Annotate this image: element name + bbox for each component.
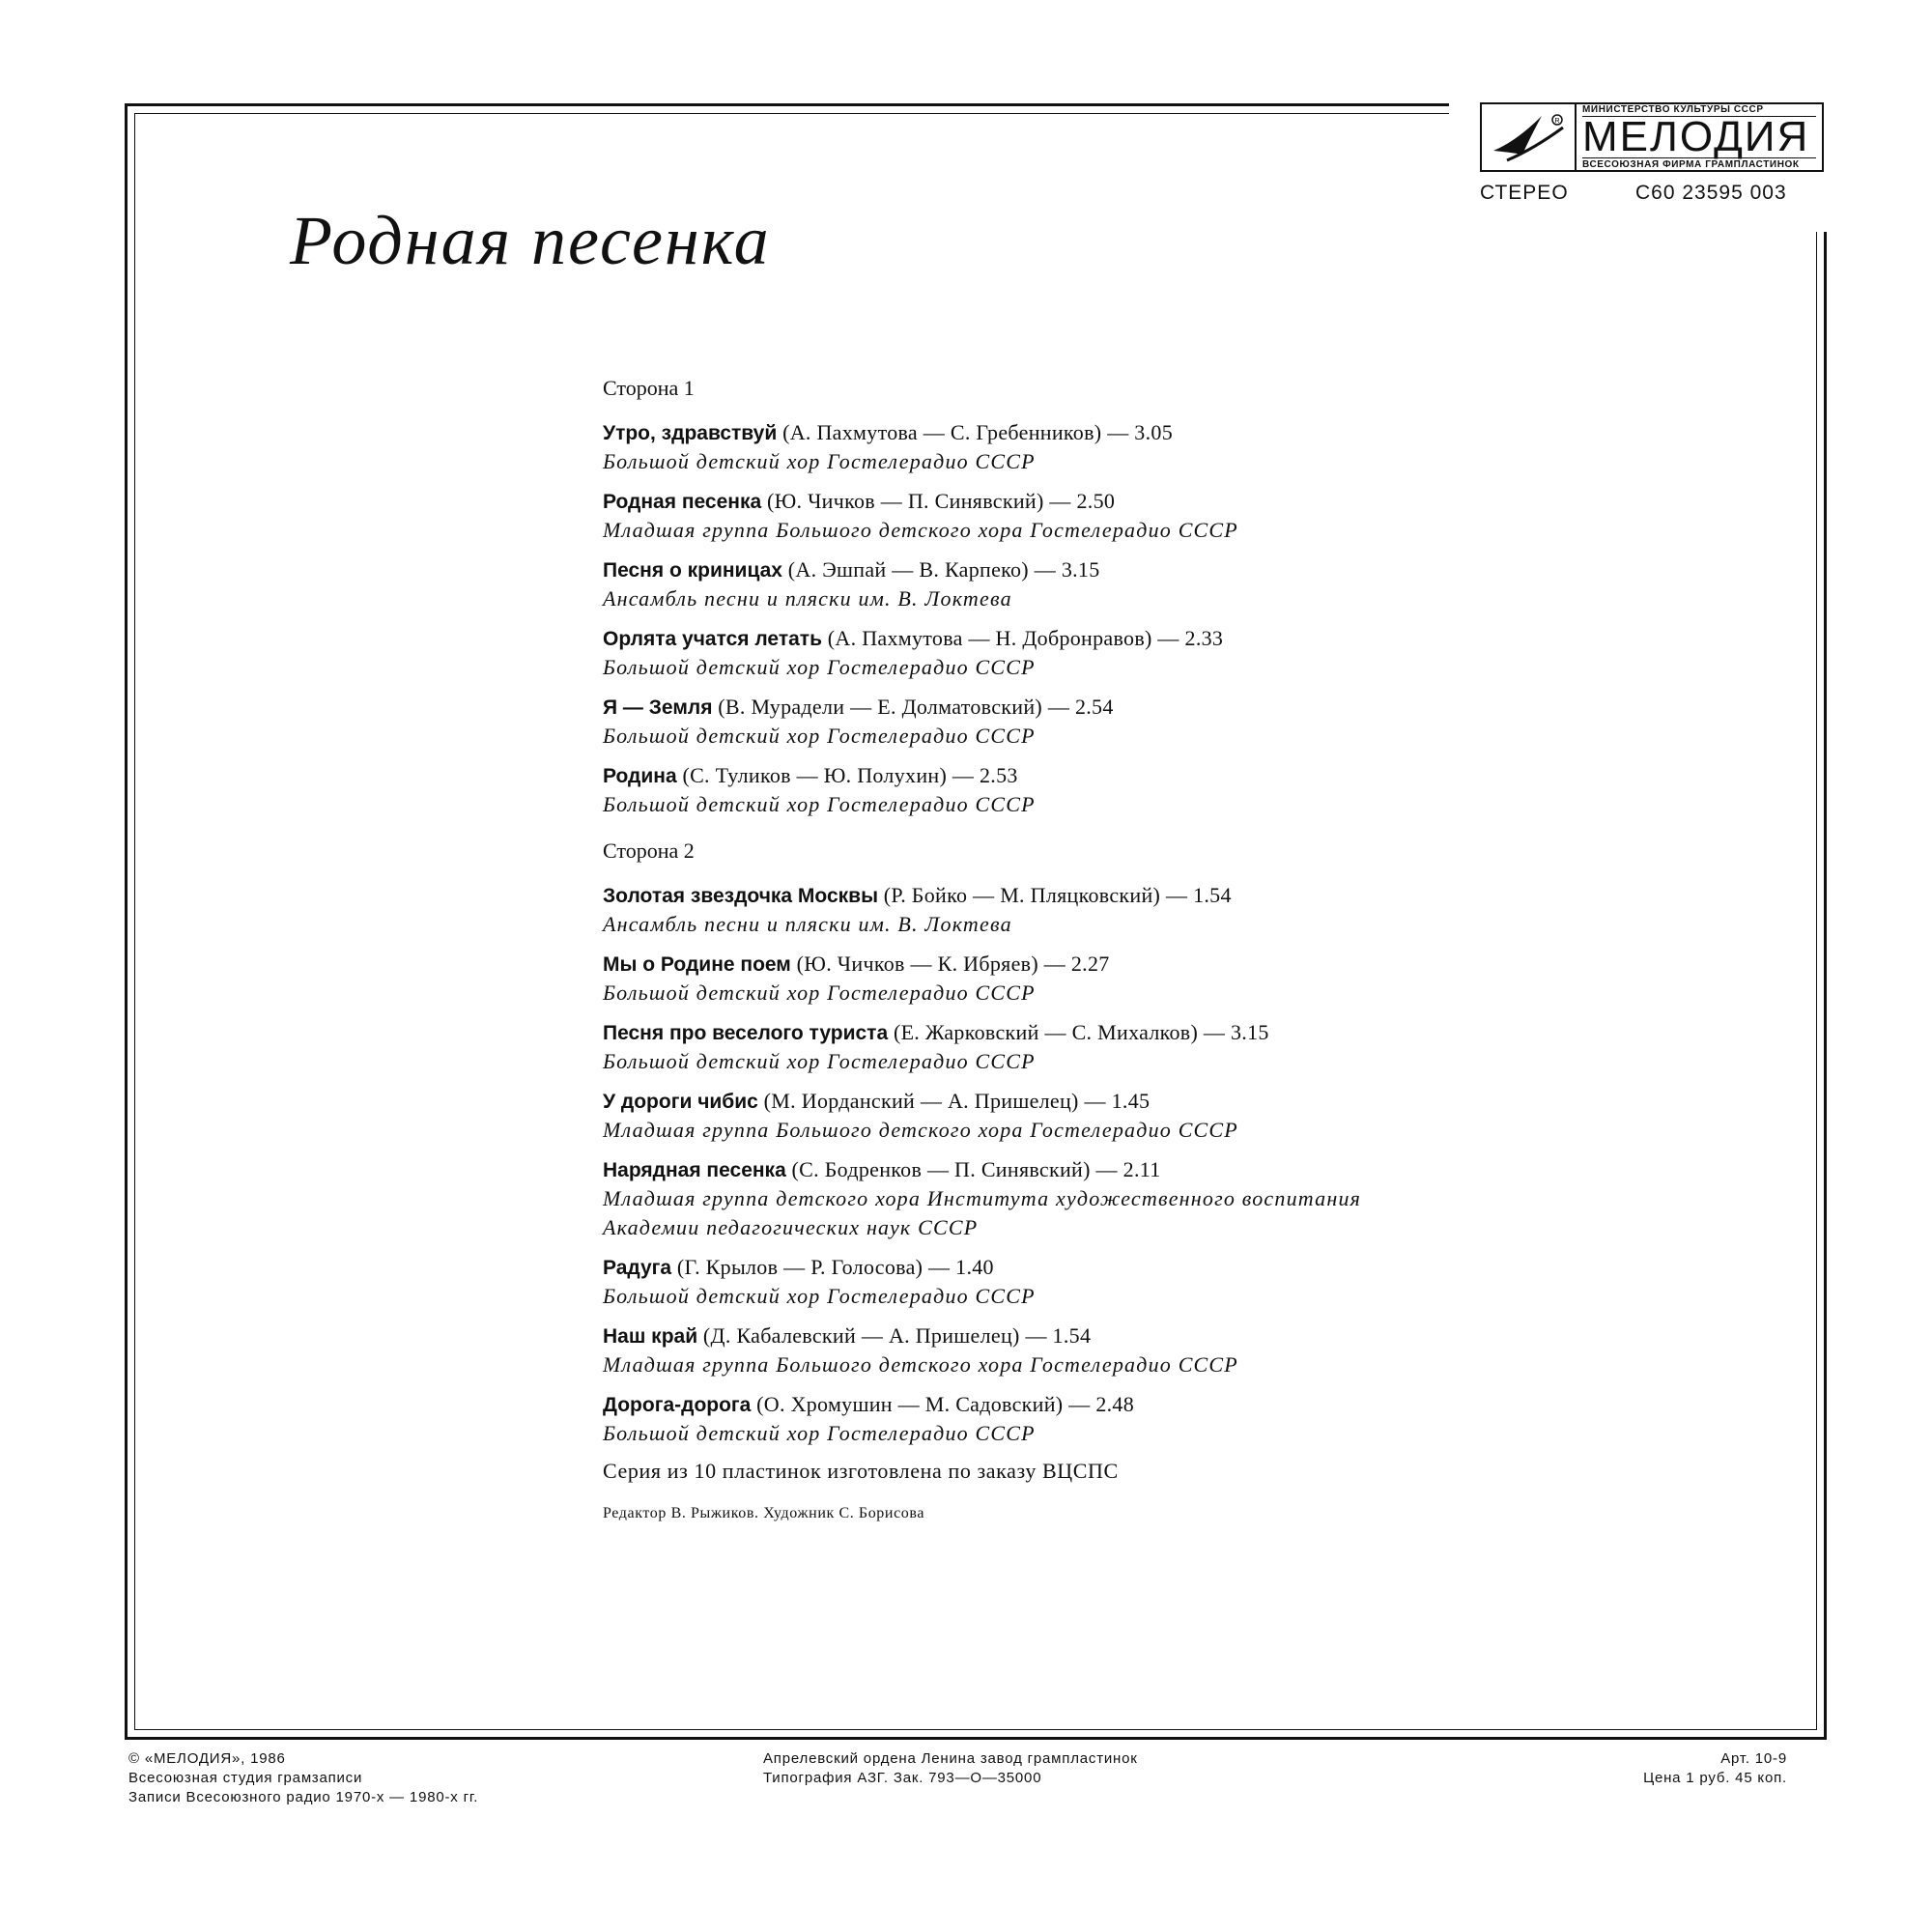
track-credits: (С. Туликов — Ю. Полухин) — 2.53 — [676, 763, 1018, 787]
recordings-line: Записи Всесоюзного радио 1970-х — 1980-х гг. — [128, 1789, 479, 1805]
track-title: Золотая звездочка Москвы — [603, 885, 878, 907]
price-line: Цена 1 руб. 45 коп. — [1643, 1770, 1787, 1786]
track-performer: Большой детский хор Гостелерадио СССР — [603, 980, 1036, 1005]
track-credits: (Д. Кабалевский — А. Пришелец) — 1.54 — [697, 1323, 1092, 1348]
factory-line: Апрелевский ордена Ленина завод грампластинок — [763, 1750, 1138, 1767]
track-item — [603, 1321, 1743, 1379]
track-performer: Большой детский хор Гостелерадио СССР — [603, 1284, 1036, 1308]
track-title: У дороги чибис — [603, 1091, 758, 1113]
track-credits: (Ю. Чичков — К. Ибряев) — 2.27 — [790, 952, 1110, 976]
track-credits: (Е. Жарковский — С. Михалков) — 3.15 — [888, 1020, 1269, 1044]
track-item — [603, 555, 1743, 613]
track-performer: Большой детский хор Гостелерадио СССР — [603, 449, 1036, 473]
logo-ministry-text: МИНИСТЕРСТВО КУЛЬТУРЫ СССР — [1582, 104, 1764, 115]
track-performer: Большой детский хор Гостелерадио СССР — [603, 1421, 1036, 1445]
track-performer: Ансамбль песни и пляски им. В. Локтева — [603, 586, 1012, 611]
track-credits: (М. Иорданский — А. Пришелец) — 1.45 — [757, 1089, 1151, 1113]
logo-brand-name: МЕЛОДИЯ — [1582, 116, 1816, 158]
track-credits: (Ю. Чичков — П. Синявский) — 2.50 — [761, 489, 1116, 513]
track-credits: (Г. Крылов — Р. Голосова) — 1.40 — [671, 1255, 994, 1279]
track-item — [603, 1390, 1743, 1448]
track-performer-continued: Академии педагогических наук СССР — [603, 1215, 979, 1239]
studio-line: Всесоюзная студия грамзаписи — [128, 1770, 363, 1786]
track-performer: Младшая группа Большого детского хора Гостелерадио СССР — [603, 1352, 1238, 1377]
track-performer: Младшая группа Большого детского хора Гостелерадио СССР — [603, 1118, 1238, 1142]
album-title: Родная песенка — [290, 202, 771, 279]
catalog-number: С60 23595 003 — [1635, 182, 1787, 204]
track-credits: (А. Эшпай — В. Карпеко) — 3.15 — [781, 557, 1100, 582]
editor-credits: Редактор В. Рыжиков. Художник С. Борисова — [603, 1505, 925, 1521]
track-title: Утро, здравствуй — [603, 422, 778, 444]
copyright-line: © «МЕЛОДИЯ», 1986 — [128, 1750, 286, 1767]
track-item — [603, 881, 1743, 939]
track-credits: (Р. Бойко — М. Пляцковский) — 1.54 — [878, 883, 1232, 907]
track-item — [603, 1087, 1743, 1145]
track-credits: (С. Бодренков — П. Синявский) — 2.11 — [785, 1157, 1161, 1181]
track-title: Я — Земля — [603, 696, 713, 719]
melodiya-logo — [1480, 102, 1824, 172]
track-performer: Большой детский хор Гостелерадио СССР — [603, 792, 1036, 816]
track-title: Наш край — [603, 1325, 698, 1348]
track-title: Песня о криницах — [603, 559, 782, 582]
footer-price — [1594, 1749, 1787, 1788]
footer-manufacturer — [763, 1749, 1138, 1788]
track-item — [603, 950, 1743, 1008]
track-performer: Большой детский хор Гостелерадио СССР — [603, 724, 1036, 748]
track-performer: Большой детский хор Гостелерадио СССР — [603, 1049, 1036, 1073]
track-credits: (В. Мурадели — Е. Долматовский) — 2.54 — [712, 695, 1114, 719]
track-performer: Младшая группа детского хора Института художественного воспитания — [603, 1186, 1362, 1210]
track-performer: Младшая группа Большого детского хора Гостелерадио СССР — [603, 518, 1238, 542]
article-number: Арт. 10-9 — [1720, 1750, 1787, 1767]
track-title: Родная песенка — [603, 491, 762, 513]
footer-copyright — [128, 1749, 478, 1807]
series-note: Серия из 10 пластинок изготовлена по заказу ВЦСПС — [603, 1459, 1119, 1483]
printing-line: Типография АЗГ. Зак. 793—О—35000 — [763, 1770, 1042, 1786]
format-label: СТЕРЕО — [1480, 182, 1569, 204]
melodiya-emblem-icon — [1482, 104, 1577, 170]
side-2-heading: Сторона 2 — [603, 838, 695, 863]
track-item — [603, 761, 1743, 819]
track-title: Родина — [603, 765, 677, 787]
track-performer: Большой детский хор Гостелерадио СССР — [603, 655, 1036, 679]
track-title: Орлята учатся летать — [603, 628, 822, 650]
track-title: Мы о Родине поем — [603, 953, 791, 976]
track-item — [603, 624, 1743, 682]
tracklist — [603, 376, 1743, 1522]
svg-text:R: R — [1554, 118, 1560, 125]
track-title: Песня про веселого туриста — [603, 1022, 889, 1044]
track-item — [603, 693, 1743, 751]
track-item — [603, 487, 1743, 545]
track-performer: Ансамбль песни и пляски им. В. Локтева — [603, 912, 1012, 936]
logo-company-text: ВСЕСОЮЗНАЯ ФИРМА ГРАМПЛАСТИНОК — [1582, 159, 1800, 170]
track-title: Нарядная песенка — [603, 1159, 786, 1181]
track-title: Дорога-дорога — [603, 1394, 752, 1416]
track-item — [603, 1155, 1743, 1242]
track-item — [603, 1253, 1743, 1311]
track-credits: (А. Пахмутова — С. Гребенников) — 3.05 — [777, 420, 1174, 444]
track-item — [603, 1018, 1743, 1076]
track-credits: (О. Хромушин — М. Садовский) — 2.48 — [751, 1392, 1135, 1416]
track-credits: (А. Пахмутова — Н. Добронравов) — 2.33 — [821, 626, 1224, 650]
track-title: Радуга — [603, 1257, 672, 1279]
side-1-heading: Сторона 1 — [603, 376, 695, 400]
track-item — [603, 418, 1743, 476]
